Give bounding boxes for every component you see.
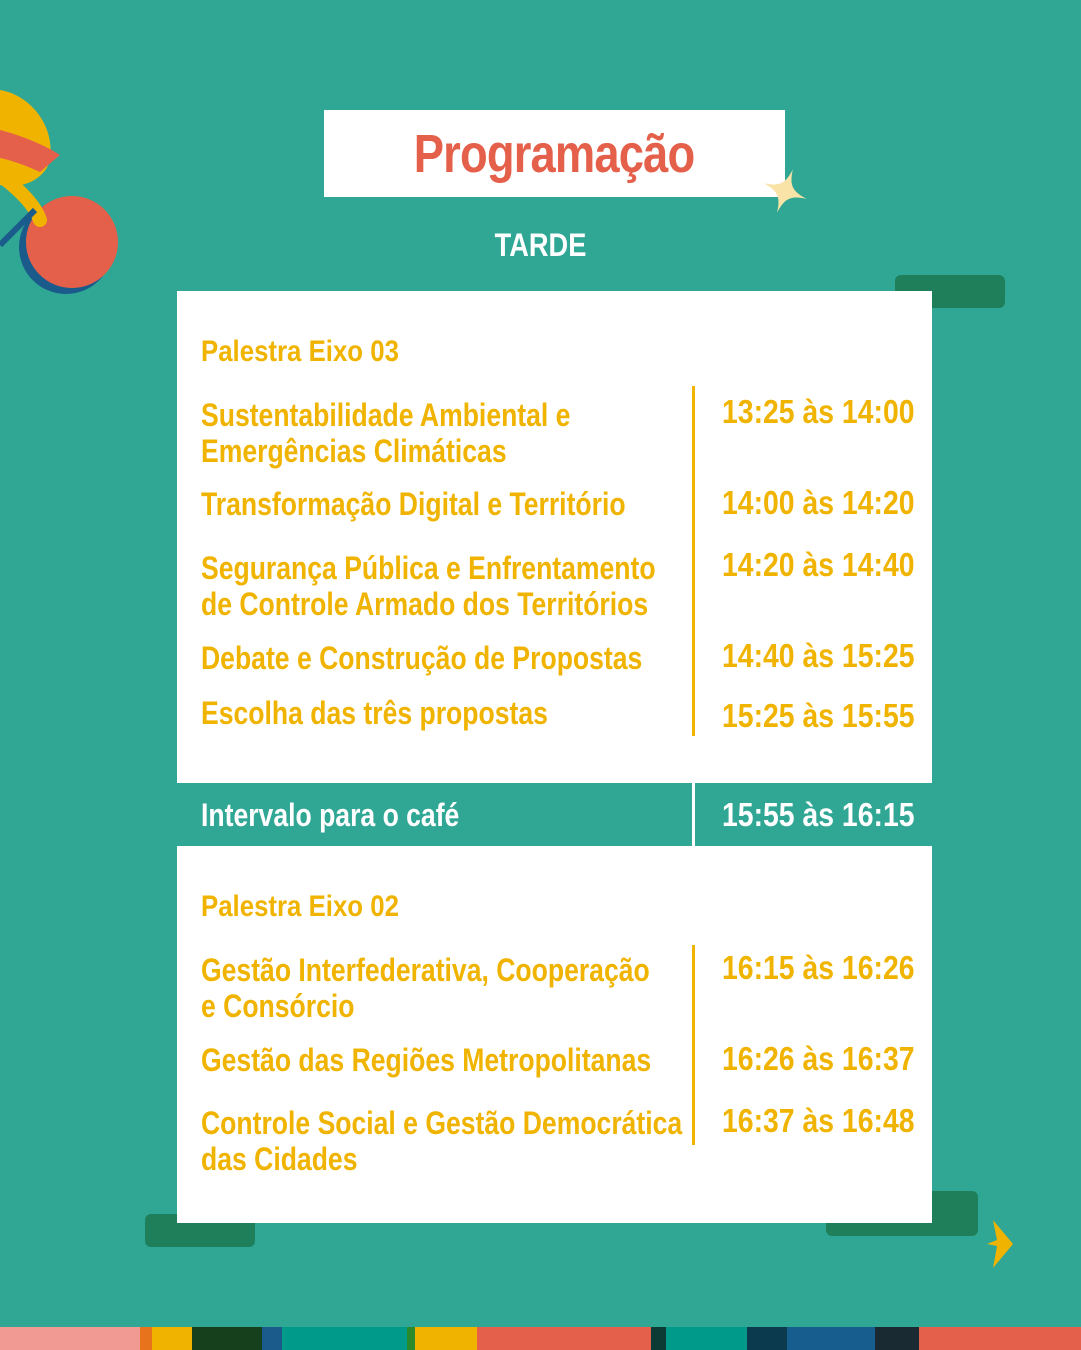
schedule-item-label: Debate e Construção de Propostas (201, 640, 643, 676)
cyclist-illustration-icon (0, 80, 130, 300)
sparkle-star-icon (762, 168, 808, 214)
schedule-item-time: 16:15 às 16:26 (722, 949, 915, 986)
schedule-item-label: Gestão Interfederativa, Cooperação e Consórcio (201, 952, 650, 1024)
schedule-item-label: Segurança Pública e Enfrentamento de Controle Armado dos Territórios (201, 550, 656, 622)
card-eixo-03 (177, 291, 932, 783)
schedule-item-time: 14:00 às 14:20 (722, 484, 915, 521)
schedule-item-label: Gestão das Regiões Metropolitanas (201, 1042, 652, 1078)
schedule-item-time: 13:25 às 14:00 (722, 393, 915, 430)
arrow-marker-icon (985, 1220, 1015, 1268)
title-box (324, 110, 785, 197)
schedule-item-time: 16:37 às 16:48 (722, 1102, 915, 1139)
schedule-item-label: Sustentabilidade Ambiental e Emergências Climáticas (201, 397, 571, 469)
section-heading-eixo-03: Palestra Eixo 03 (201, 335, 399, 368)
schedule-item-time: 15:25 às 15:55 (722, 697, 915, 734)
bottom-color-stripe (0, 1327, 1081, 1350)
card-eixo-02 (177, 846, 932, 1223)
schedule-item-time: 14:20 às 14:40 (722, 546, 915, 583)
divider-line (692, 386, 695, 736)
schedule-item-label: Transformação Digital e Território (201, 486, 626, 522)
break-label: Intervalo para o café (201, 797, 460, 833)
divider-line (692, 945, 695, 1145)
schedule-item-label: Controle Social e Gestão Democrática das Cidades (201, 1105, 683, 1177)
schedule-item-time: 14:40 às 15:25 (722, 637, 915, 674)
schedule-item-time: 16:26 às 16:37 (722, 1040, 915, 1077)
break-row (177, 783, 932, 846)
subtitle-tarde: TARDE (494, 227, 587, 263)
break-time: 15:55 às 16:15 (722, 796, 915, 833)
page-title: Programação (414, 123, 695, 184)
schedule-item-label: Escolha das três propostas (201, 695, 548, 731)
break-divider (692, 783, 695, 846)
section-heading-eixo-02: Palestra Eixo 02 (201, 890, 399, 923)
